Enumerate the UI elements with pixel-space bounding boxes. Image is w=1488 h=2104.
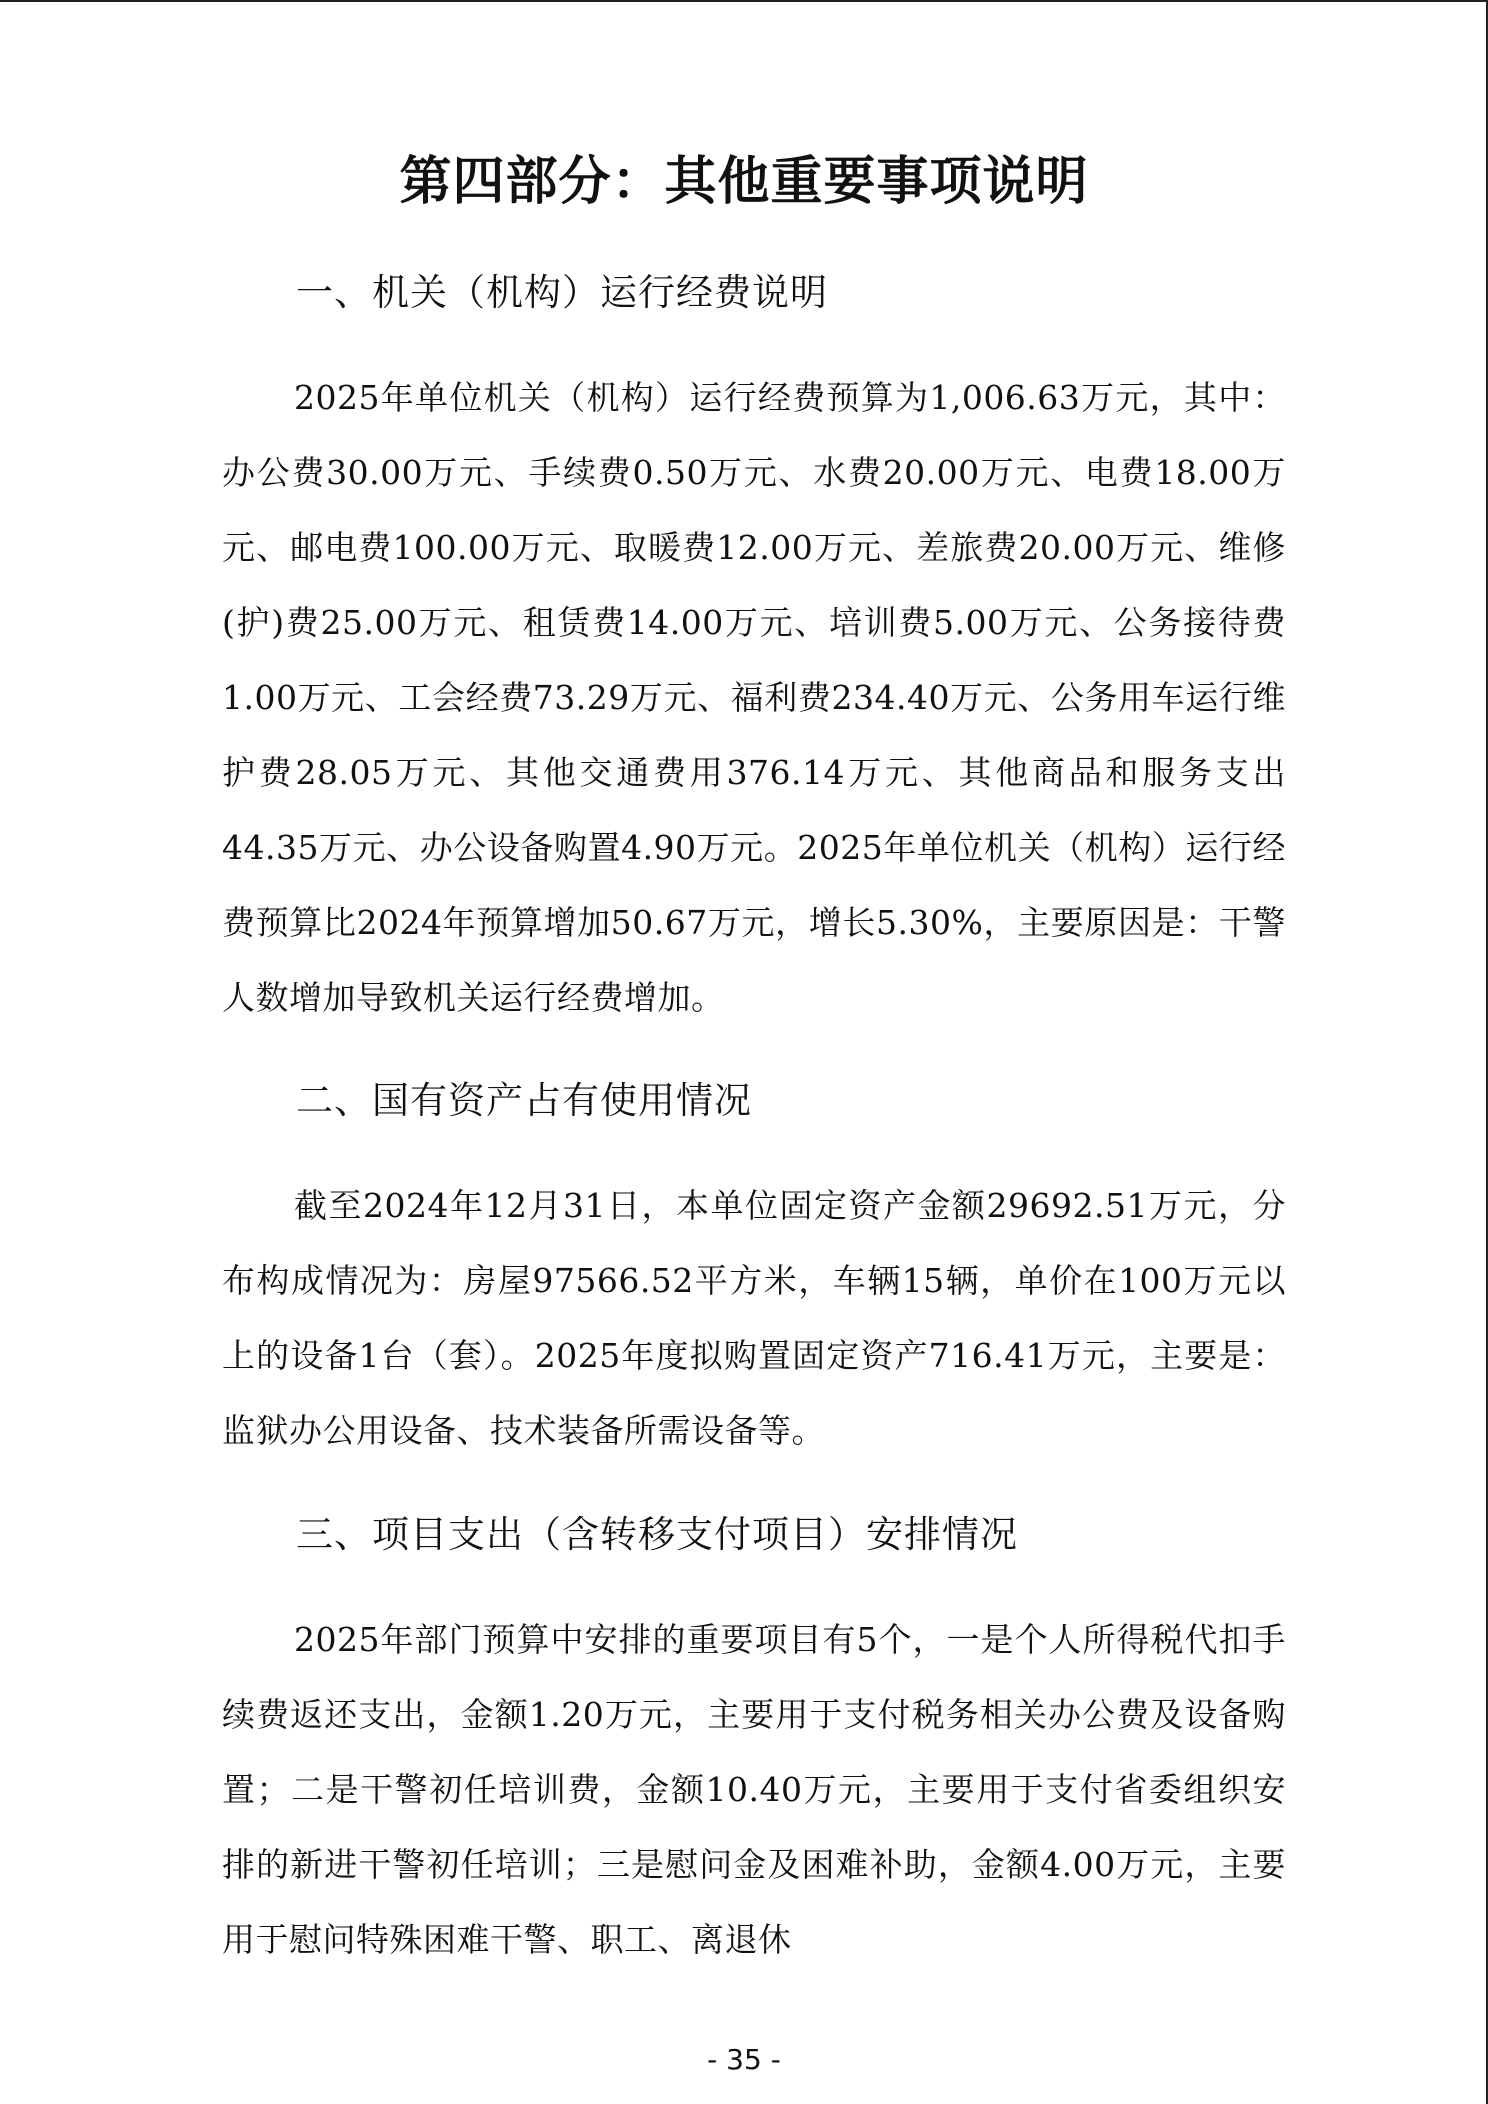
section-body-3: 2025年部门预算中安排的重要项目有5个，一是个人所得税代扣手续费返还支出，金额1.20万元，主要用于支付税务相关办公费及设备购置；二是干警初任培训费，金额10.40万元，主要用于支付省委组织安排的新进干警初任培训；三是慰问金及困难补助，金额4.00万元，主要用于慰问特殊困难干警、职工、离退休 — [222, 1620, 1286, 1959]
page-title: 第四部分：其他重要事项说明 — [399, 152, 1089, 212]
page-number: - 35 - — [707, 2043, 781, 2076]
section-heading-3: 三、项目支出（含转移支付项目）安排情况 — [296, 1513, 1018, 1556]
section-heading-2: 二、国有资产占有使用情况 — [296, 1079, 752, 1122]
section-body-2: 截至2024年12月31日，本单位固定资产金额29692.51万元，分布构成情况为：房屋97566.52平方米，车辆15辆，单价在100万元以上的设备1台（套）。2025年度拟购置固定资产716.41万元，主要是：监狱办公用设备、技术装备所需设备等。 — [222, 1186, 1286, 1450]
section-body-1: 2025年单位机关（机构）运行经费预算为1,006.63万元，其中：办公费30.00万元、手续费0.50万元、水费20.00万元、电费18.00万元、邮电费100.00万元、取暖费12.00万元、差旅费20.00万元、维修(护)费25.00万元、租赁费14.00万元、培训费5.00万元、公务接待费1.00万元、工会经费73.29万元、福利费234.40万元、公务用车运行维护费28.05万元、其他交通费用376.14万元、其他商品和服务支出44.35万元、办公设备购置4.90万元。2025年单位机关（机构）运行经费预算比2024年预算增加50.67万元，增长5.30%，主要原因是：干警人数增加导致机关运行经费增加。 — [222, 378, 1286, 1017]
section-heading-1: 一、机关（机构）运行经费说明 — [296, 271, 828, 314]
